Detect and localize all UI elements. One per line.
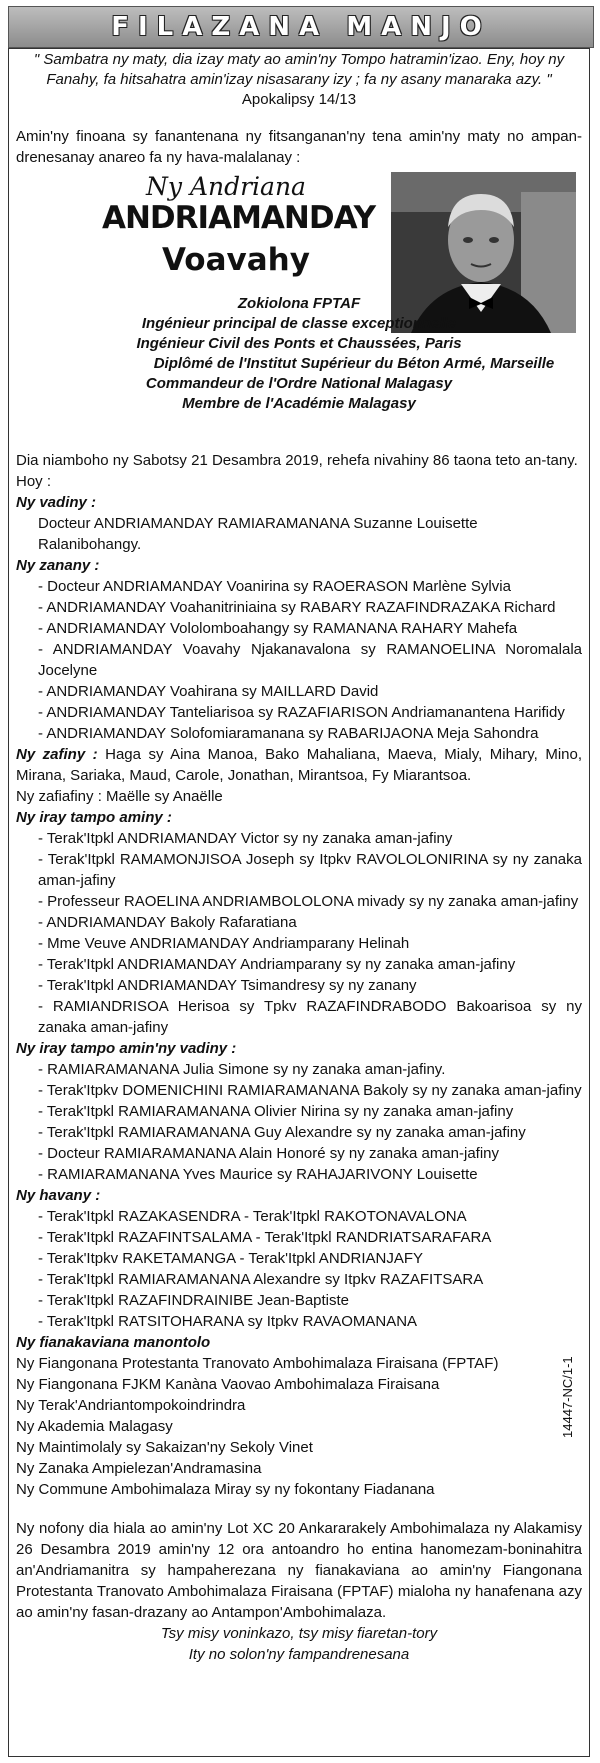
title-line: Ingénieur principal de classe exceptionnelle [141, 315, 457, 332]
list-item: Ny Commune Ambohimalaza Miray sy ny fokontany Fiadanana [16, 1481, 435, 1498]
list-item: - Terak'Itpkl ANDRIAMANDAY Victor sy ny zanaka aman-jafiny [38, 830, 453, 847]
intro-text: Amin'ny finoana sy fanantenana ny fitsanganan'ny tena amin'ny maty no ampan-drenesanay anareo fa ny hava-malalanay : [16, 128, 582, 166]
zafiny-text: Haga sy Aina Manoa, Bako Mahaliana, Maeva, Mialy, Mihary, Mino, Mirana, Sariaka, Maud, Carole, Jonathan, Mirantsoa, Fy Miarantsoa. [16, 746, 583, 784]
iray-tampo-heading: Ny iray tampo aminy : [16, 809, 172, 826]
list-item: Ny Maintimolaly sy Sakaizan'ny Sekoly Vinet [16, 1439, 313, 1456]
title-line: Ingénieur Civil des Ponts et Chaussées, Paris [136, 335, 462, 352]
page-title: FILAZANA MANJO [111, 12, 491, 42]
list-item: Ny Zanaka Ampielezan'Andramasina [16, 1460, 262, 1477]
list-item: - ANDRIAMANDAY Solofomiaramanana sy RABARIJAONA Meja Sahondra [38, 725, 539, 742]
havany-list [16, 1206, 582, 1332]
fianakaviana-list [16, 1353, 582, 1500]
list-item: - Terak'Itpkl RATSITOHARANA sy Itpkv RAVAOMANANA [38, 1313, 418, 1330]
death-notice: Dia niamboho ny Sabotsy 21 Desambra 2019, rehefa nivahiny 86 taona teto an-tany. [16, 452, 578, 469]
list-item: - ANDRIAMANDAY Voahirana sy MAILLARD David [38, 683, 379, 700]
deceased-firstname: Voavahy [162, 242, 310, 278]
list-item: - Terak'Itpkv RAKETAMANGA - Terak'Itpkl ANDRIANJAFY [38, 1250, 423, 1267]
title-line: Zokiolona FPTAF [237, 295, 361, 312]
list-item: - RAMIANDRISOA Herisoa sy Tpkv RAZAFINDRABODO Bakoarisoa sy ny zanaka aman-jafiny [38, 998, 582, 1036]
list-item: - Terak'Itpkl RAZAFINDRAINIBE Jean-Baptiste [38, 1292, 350, 1309]
vadiny-heading: Ny vadiny : [16, 494, 97, 511]
list-item: - Terak'Itpkv DOMENICHINI RAMIARAMANANA Bakoly sy ny zanaka aman-jafiny [38, 1082, 582, 1099]
funeral-details: Ny nofony dia hiala ao amin'ny Lot XC 20 Ankararakely Ambohimalaza ny Alakamisy 26 Desambra 2019 amin'ny 12 ora antoandro ho entina hanomezam-boninahitra an'Andriamanitra sy hampaherezana ny fianakaviana ao amin'ny Fiangonana Protestanta Tranovato Ambohimalaza Firaisana (FPTAF) mialoha ny hanafenana azy ao amin'ny fasan-drazany ao Antampon'Ambohimalaza. [16, 1520, 582, 1621]
quote-line: " Sambatra ny maty, dia izay maty ao amin'ny Tompo hatramin'izao. Eny, hoy ny [33, 51, 565, 68]
notice-body [16, 50, 582, 1665]
quote-reference: Apokalipsy 14/13 [241, 91, 357, 108]
list-item: Ny Fiangonana FJKM Kanàna Vaovao Ambohimalaza Firaisana [16, 1376, 440, 1393]
deceased-titles [16, 294, 582, 414]
header-banner [8, 6, 594, 48]
closing-lines [16, 1623, 582, 1665]
list-item: - ANDRIAMANDAY Bakoly Rafaratiana [38, 914, 297, 931]
title-line: Commandeur de l'Ordre National Malagasy [145, 375, 453, 392]
list-item: - Terak'Itpkl RAMIARAMANANA Olivier Nirina sy ny zanaka aman-jafiny [38, 1103, 514, 1120]
list-item: - Terak'Itpkl RAZAKASENDRA - Terak'Itpkl RAKOTONAVALONA [38, 1208, 467, 1225]
zanany-list [16, 576, 582, 744]
vadiny-text: Docteur ANDRIAMANDAY RAMIARAMANANA Suzanne Louisette Ralanibohangy. [38, 515, 478, 553]
list-item: Ny Fiangonana Protestanta Tranovato Ambohimalaza Firaisana (FPTAF) [16, 1355, 499, 1372]
list-item: - ANDRIAMANDAY Voahanitriniaina sy RABARY RAZAFINDRAZAKA Richard [38, 599, 556, 616]
list-item: - Terak'Itpkl ANDRIAMANDAY Andriamparany sy ny zanaka aman-jafiny [38, 956, 516, 973]
zafiny-heading: Ny zafiny : [16, 746, 98, 763]
quote-line: Fanahy, fa hitsahatra amin'izay nisasarany izy ; fa ny asany manaraka azy. " [46, 71, 552, 88]
fianakaviana-heading: Ny fianakaviana manontolo [16, 1334, 211, 1351]
reference-code: 14447-NC/1-1 [560, 1356, 575, 1438]
list-item: - ANDRIAMANDAY Voavahy Njakanavalona sy RAMANOELINA Noromalala Jocelyne [38, 641, 582, 679]
title-line: Diplômé de l'Institut Supérieur du Béton Armé, Marseille [153, 355, 555, 372]
deceased-prefix: Ny Andriana [146, 172, 306, 201]
zanany-heading: Ny zanany : [16, 557, 100, 574]
list-item: - ANDRIAMANDAY Vololomboahangy sy RAMANANA RAHARY Mahefa [38, 620, 518, 637]
list-item: - Terak'Itpkl RAMAMONJISOA Joseph sy Itpkv RAVOLOLONIRINA sy ny zanaka aman-jafiny [38, 851, 582, 889]
havany-heading: Ny havany : [16, 1187, 101, 1204]
list-item: - ANDRIAMANDAY Tanteliarisoa sy RAZAFIARISON Andriamanantena Harifidy [38, 704, 565, 721]
iray-tampo-list [16, 828, 582, 1038]
list-item: - Professeur RAOELINA ANDRIAMBOLOLONA mivady sy ny zanaka aman-jafiny [38, 893, 579, 910]
iray-tampo-vadiny-heading: Ny iray tampo amin'ny vadiny : [16, 1040, 237, 1057]
hoy-label: Hoy : [16, 473, 52, 490]
list-item: - Docteur ANDRIAMANDAY Voanirina sy RAOERASON Marlène Sylvia [38, 578, 511, 595]
list-item: Ny Akademia Malagasy [16, 1418, 173, 1435]
list-item: - Terak'Itpkl RAMIARAMANANA Alexandre sy Itpkv RAZAFITSARA [38, 1271, 484, 1288]
bible-quote [16, 50, 582, 110]
list-item: - Terak'Itpkl RAZAFINTSALAMA - Terak'Itpkl RANDRIATSARAFARA [38, 1229, 492, 1246]
zafiafiny-text: Ny zafiafiny : Maëlle sy Anaëlle [16, 788, 223, 805]
list-item: - RAMIARAMANANA Julia Simone sy ny zanaka aman-jafiny. [38, 1061, 446, 1078]
iray-tampo-vadiny-list [16, 1059, 582, 1185]
deceased-block [16, 170, 582, 446]
closing-line: Tsy misy voninkazo, tsy misy fiaretan-tory [160, 1625, 438, 1642]
list-item: - Terak'Itpkl ANDRIAMANDAY Tsimandresy sy ny zanany [38, 977, 417, 994]
list-item: - RAMIARAMANANA Yves Maurice sy RAHAJARIVONY Louisette [38, 1166, 478, 1183]
deceased-surname: ANDRIAMANDAY [102, 200, 376, 236]
closing-line: Ity no solon'ny fampandrenesana [188, 1646, 410, 1663]
title-line: Membre de l'Académie Malagasy [182, 395, 416, 412]
zafiny-paragraph [16, 744, 582, 786]
list-item: - Mme Veuve ANDRIAMANDAY Andriamparany Helinah [38, 935, 410, 952]
list-item: - Docteur RAMIARAMANANA Alain Honoré sy ny zanaka aman-jafiny [38, 1145, 500, 1162]
list-item: - Terak'Itpkl RAMIARAMANANA Guy Alexandre sy ny zanaka aman-jafiny [38, 1124, 526, 1141]
list-item: Ny Terak'Andriantompokoindrindra [16, 1397, 246, 1414]
